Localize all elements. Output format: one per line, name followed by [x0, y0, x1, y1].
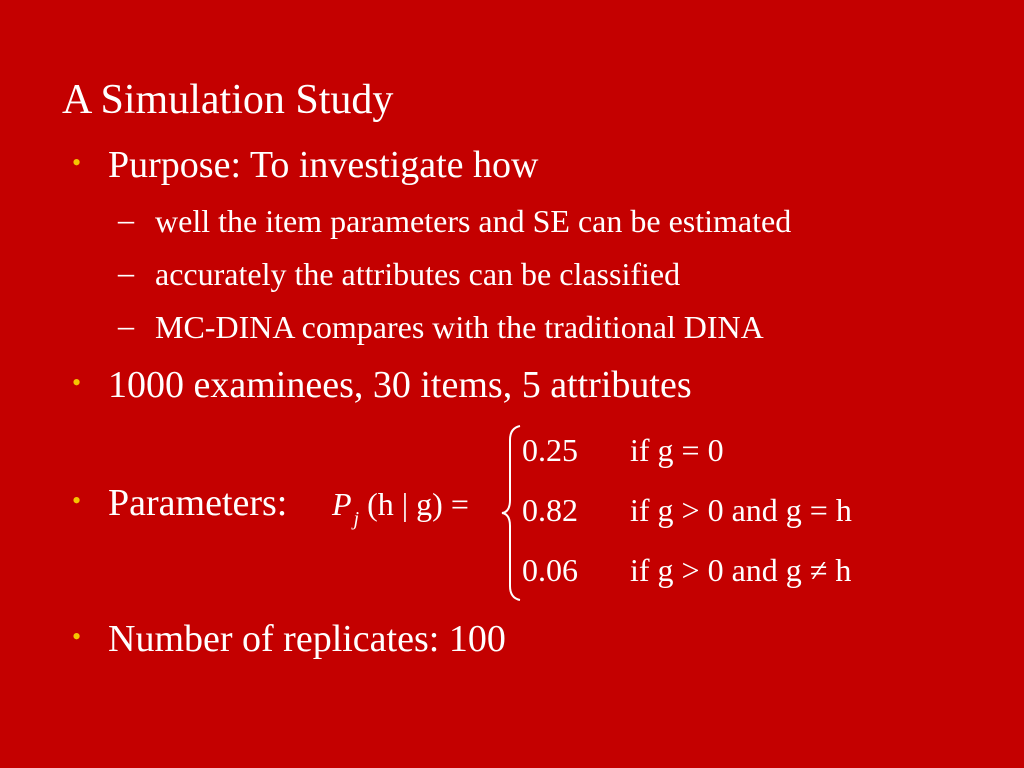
- case-value: 0.82: [522, 492, 578, 528]
- bullet-replicates-text: Number of replicates: 100: [108, 618, 506, 660]
- sub-bullet-text: accurately the attributes can be classified: [155, 256, 681, 292]
- bullet-dot-icon: •: [72, 622, 82, 651]
- dash-icon: –: [118, 307, 134, 343]
- case-condition: if g > 0 and g = h: [630, 492, 852, 528]
- formula-case-2: [522, 490, 852, 530]
- dash-icon: –: [118, 201, 134, 237]
- bullet-dot-icon: •: [72, 148, 82, 177]
- bullet-sample-text: 1000 examinees, 30 items, 5 attributes: [108, 364, 692, 406]
- case-value: 0.06: [522, 552, 578, 588]
- bullet-dot-icon: •: [72, 486, 82, 515]
- left-brace-icon: [500, 424, 522, 602]
- sub-bullet-text: well the item parameters and SE can be estimated: [155, 203, 792, 239]
- case-condition: if g = 0: [630, 432, 724, 468]
- formula-subscript: j: [353, 508, 360, 530]
- dash-icon: –: [118, 254, 134, 290]
- case-condition: if g > 0 and g ≠ h: [630, 552, 852, 588]
- formula-p: P: [332, 486, 352, 522]
- formula-lhs-rest: (h | g) =: [367, 486, 469, 522]
- probability-formula: [332, 418, 932, 608]
- sub-bullet-text: MC-DINA compares with the traditional DINA: [155, 309, 764, 345]
- bullet-parameters-text: Parameters:: [108, 482, 288, 524]
- formula-case-3: [522, 550, 851, 590]
- formula-lhs: [332, 484, 469, 529]
- formula-case-1: [522, 430, 724, 470]
- case-value: 0.25: [522, 432, 578, 468]
- bullet-dot-icon: •: [72, 368, 82, 397]
- slide-title: A Simulation Study: [62, 77, 394, 123]
- bullet-purpose-text: Purpose: To investigate how: [108, 144, 539, 186]
